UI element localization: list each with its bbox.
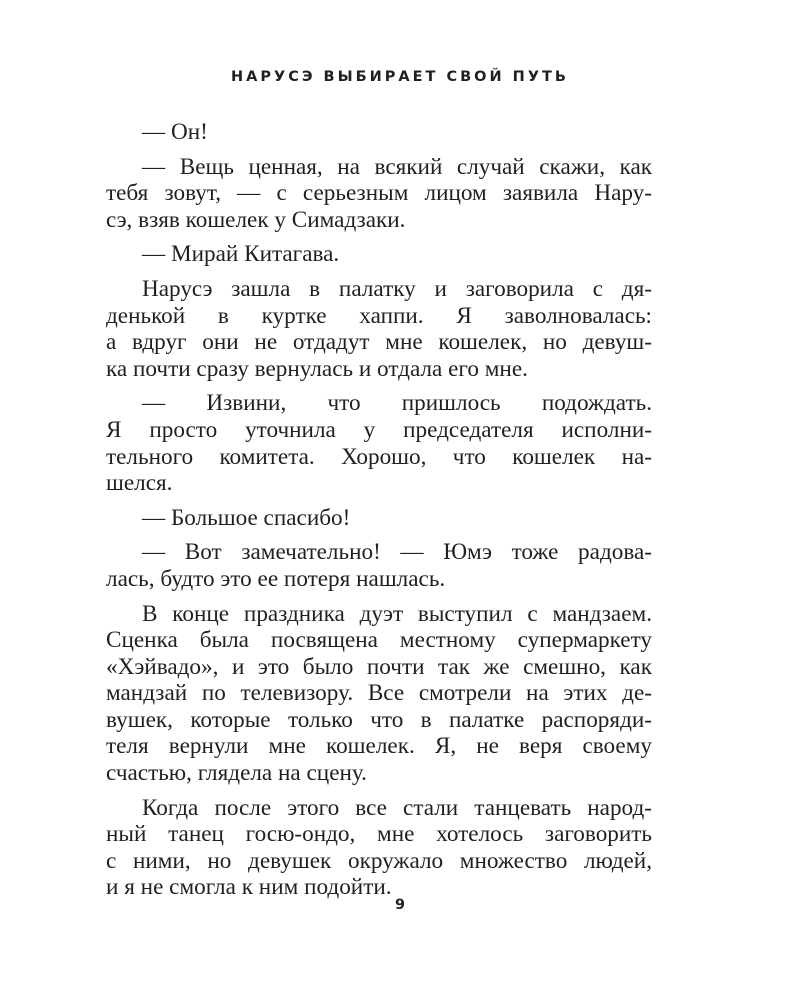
paragraph xyxy=(106,505,652,532)
body-text xyxy=(106,119,652,901)
text-line: Сценка была посвящена местному супермаркету xyxy=(106,627,652,654)
paragraph xyxy=(106,539,652,592)
text-line: — Извини, что пришлось подождать. xyxy=(142,390,652,417)
text-line: лась, будто это ее потеря нашлась. xyxy=(106,565,446,592)
paragraph xyxy=(106,601,652,787)
paragraph xyxy=(106,154,652,234)
text-line: Я просто уточнила у председателя исполни- xyxy=(106,416,652,443)
paragraph xyxy=(106,795,652,901)
text-line: — Мирай Китагава. xyxy=(142,241,340,268)
text-line: и я не смогла к ним подойти. xyxy=(106,874,392,901)
text-line: — Вещь ценная, на всякий случай скажи, как xyxy=(142,153,652,180)
text-line: шелся. xyxy=(106,470,173,497)
paragraph xyxy=(106,241,652,268)
text-line: — Он! xyxy=(142,119,208,145)
text-line: денькой в куртке хаппи. Я заволновалась: xyxy=(106,302,652,329)
paragraph xyxy=(106,119,652,146)
text-line: В конце праздника дуэт выступил с мандзаем. xyxy=(142,600,652,627)
paragraph xyxy=(106,390,652,496)
text-line: мандзай по телевизору. Все смотрели на этих де- xyxy=(106,680,652,707)
text-line: вушек, которые только что в палатке распоряди- xyxy=(106,706,652,733)
text-line: с ними, но девушек окружало множество людей, xyxy=(106,847,652,874)
page-number: 9 xyxy=(394,897,406,913)
text-line: — Вот замечательно! — Юмэ тоже радова- xyxy=(142,539,652,566)
paragraph xyxy=(106,276,652,382)
text-line: ный танец госю-ондо, мне хотелось заговорить xyxy=(106,821,652,848)
text-line: «Хэйвадо», и это было почти так же смешно, как xyxy=(106,653,652,680)
text-line: ка почти сразу вернулась и отдала его мне. xyxy=(106,355,528,382)
text-line: сэ, взяв кошелек у Симадзаки. xyxy=(106,206,406,233)
text-line: тебя зовут, — с серьезным лицом заявила Нару- xyxy=(106,180,652,207)
text-line: Когда после этого все стали танцевать народ- xyxy=(142,794,652,821)
text-line: счастью, глядела на сцену. xyxy=(106,760,367,787)
text-line: Нарусэ зашла в палатку и заговорила с дя- xyxy=(142,275,652,302)
text-line: — Большое спасибо! xyxy=(142,504,351,531)
text-line: а вдруг они не отдадут мне кошелек, но девуш- xyxy=(106,329,652,356)
running-title: НАРУСЭ ВЫБИРАЕТ СВОЙ ПУТЬ xyxy=(231,69,569,85)
text-line: теля вернули мне кошелек. Я, не веря своему xyxy=(106,733,652,760)
text-line: тельного комитета. Хорошо, что кошелек на- xyxy=(106,443,652,470)
